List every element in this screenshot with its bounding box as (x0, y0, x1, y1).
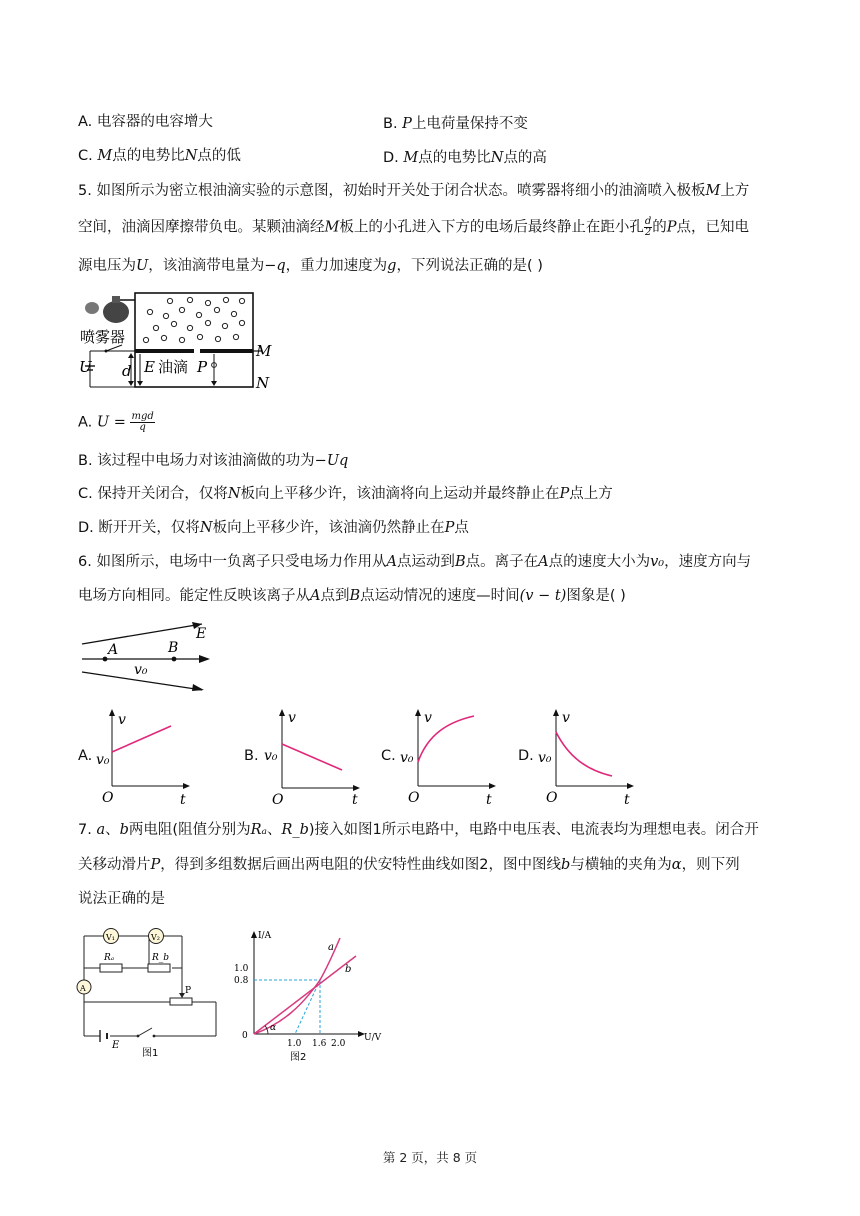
q6-graph-d (536, 704, 646, 808)
point-a (103, 657, 108, 662)
point-b-label: B (168, 640, 179, 656)
y-axis-label: I/A (258, 931, 272, 941)
q6-option-d-label: D. (518, 748, 534, 764)
oil-droplets (143, 297, 244, 367)
origin-label: 0 (242, 1031, 248, 1041)
fig2-caption: 图2 (290, 1052, 307, 1062)
graph-b-curve (282, 744, 342, 770)
x-tick-1.0: 1.0 (287, 1039, 302, 1049)
n-label: N (256, 374, 270, 392)
q5-millikan-figure (78, 290, 278, 392)
v0-label: v₀ (134, 662, 148, 678)
q6-option-a-label: A. (78, 748, 93, 764)
svg-text:v₀: v₀ (400, 750, 414, 766)
q6-stem-line2: 电场方向相同。能定性反映该离子从A点到B点运动情况的速度—时间(v − t)图象是( ) (78, 588, 626, 604)
svg-text:t: t (352, 792, 358, 808)
v1-label: V₁ (106, 933, 115, 942)
x-tick-1.6: 1.6 (312, 1039, 327, 1049)
q6-field-figure (78, 618, 223, 694)
q6-graph-a (92, 704, 202, 808)
svg-text:t: t (624, 792, 630, 808)
q5-fraction-d-over-2: $\frac{d}{2}$ (644, 216, 652, 238)
curve-a-label: a (328, 942, 334, 953)
y-tick-1.0: 1.0 (234, 964, 249, 974)
q7-iu-graph (232, 926, 392, 1062)
q7-stem-line2: 关移动滑片P，得到多组数据后画出两电阻的伏安特性曲线如图2，图中图线b与横轴的夹角为α，则下列 (78, 857, 740, 873)
point-a-label: A (108, 642, 119, 658)
q6-graph-b (262, 704, 372, 808)
v2-label: V₂ (151, 933, 160, 942)
q4-option-b: B. P上电荷量保持不变 (383, 116, 528, 132)
oil-label: 油滴 (158, 358, 189, 376)
y-tick-0.8: 0.8 (234, 976, 249, 986)
svg-text:v₀: v₀ (96, 752, 110, 768)
point-b (172, 657, 177, 662)
svg-text:t: t (486, 792, 492, 808)
m-label: M (256, 342, 272, 360)
svg-text:O: O (272, 792, 284, 808)
q6-option-b-label: B. (244, 748, 259, 764)
x-tick-2.0: 2.0 (331, 1039, 346, 1049)
sprayer-squeeze (85, 302, 99, 314)
q7-stem-line3: 说法正确的是 (78, 891, 165, 907)
q7-circuit-figure (74, 922, 224, 1058)
q6-graph-c (398, 704, 508, 808)
q4-option-a: A. 电容器的电容增大 (78, 114, 213, 130)
alpha-label: α (270, 1023, 277, 1033)
tangent-guide (295, 980, 320, 1034)
rb-label: R_b (152, 953, 170, 963)
slider-p-label: P (185, 986, 192, 996)
p-label: P (197, 358, 208, 376)
d-label: d (122, 362, 132, 380)
q5-stem-line3: 源电压为U，该油滴带电量为−q，重力加速度为g，下列说法正确的是( ) (78, 258, 543, 274)
q5-option-c: C. 保持开关闭合，仅将N板向上平移少许，该油滴将向上运动并最终静止在P点上方 (78, 486, 613, 502)
field-e-label: E (196, 626, 207, 642)
graph-a-curve (112, 726, 171, 752)
svg-text:v₀: v₀ (538, 750, 552, 766)
voltage-label: U (79, 358, 92, 376)
q5-option-a: A. U = $\frac{\text{mgd}}{q}$ (78, 411, 154, 433)
page-footer: 第 2 页，共 8 页 (382, 1150, 478, 1165)
sprayer-bulb (103, 301, 129, 323)
e-label: E (144, 358, 155, 376)
svg-text:v: v (424, 710, 432, 726)
curve-b-label: b (345, 964, 352, 975)
ra-label: Rₐ (104, 953, 115, 963)
q5-option-b: B. 该过程中电场力对该油滴做的功为−Uq (78, 453, 349, 469)
svg-text:O: O (546, 790, 558, 806)
q7-stem-line1: 7. a、b两电阻(阻值分别为Rₐ、R_b)接入如图1所示电路中，电路中电压表、电流表均为理想电表。闭合开 (78, 822, 759, 838)
q5-stem-line2: 空间，油滴因摩擦带负电。某颗油滴经M板上的小孔进入下方的电场后最终静止在距小孔 $\frac{d}{2}$ 的P点，已知电 (78, 216, 750, 238)
svg-text:v: v (288, 710, 296, 726)
svg-text:t: t (180, 792, 186, 808)
q5-option-d: D. 断开开关，仅将N板向上平移少许，该油滴仍然静止在P点 (78, 520, 469, 536)
q5-stem-line1: 5. 如图所示为密立根油滴实验的示意图，初始时开关处于闭合状态。喷雾器将细小的油滴喷入极板M上方 (78, 183, 750, 199)
svg-text:v: v (118, 712, 126, 728)
x-axis-label: U/V (364, 1033, 382, 1043)
sprayer-label: 喷雾器 (80, 328, 126, 346)
field-line-top (82, 624, 202, 644)
svg-text:v: v (562, 710, 570, 726)
q5-fraction-mgd-over-q: $\frac{\text{mgd}}{q}$ (131, 411, 154, 433)
source-e-label: E (112, 1040, 120, 1051)
svg-text:O: O (102, 790, 114, 806)
ammeter-label: A (80, 984, 86, 993)
q4-option-c: C. M点的电势比N点的低 (78, 148, 241, 164)
svg-text:v₀: v₀ (264, 748, 278, 764)
graph-d-curve (556, 732, 612, 776)
fig1-caption: 图1 (142, 1048, 159, 1058)
q4-option-d: D. M点的电势比N点的高 (383, 150, 547, 166)
q6-option-c-label: C. (381, 748, 396, 764)
svg-text:O: O (408, 790, 420, 806)
q6-stem-line1: 6. 如图所示，电场中一负离子只受电场力作用从A点运动到B点。离子在A点的速度大小为v₀，速度方向与 (78, 554, 752, 570)
